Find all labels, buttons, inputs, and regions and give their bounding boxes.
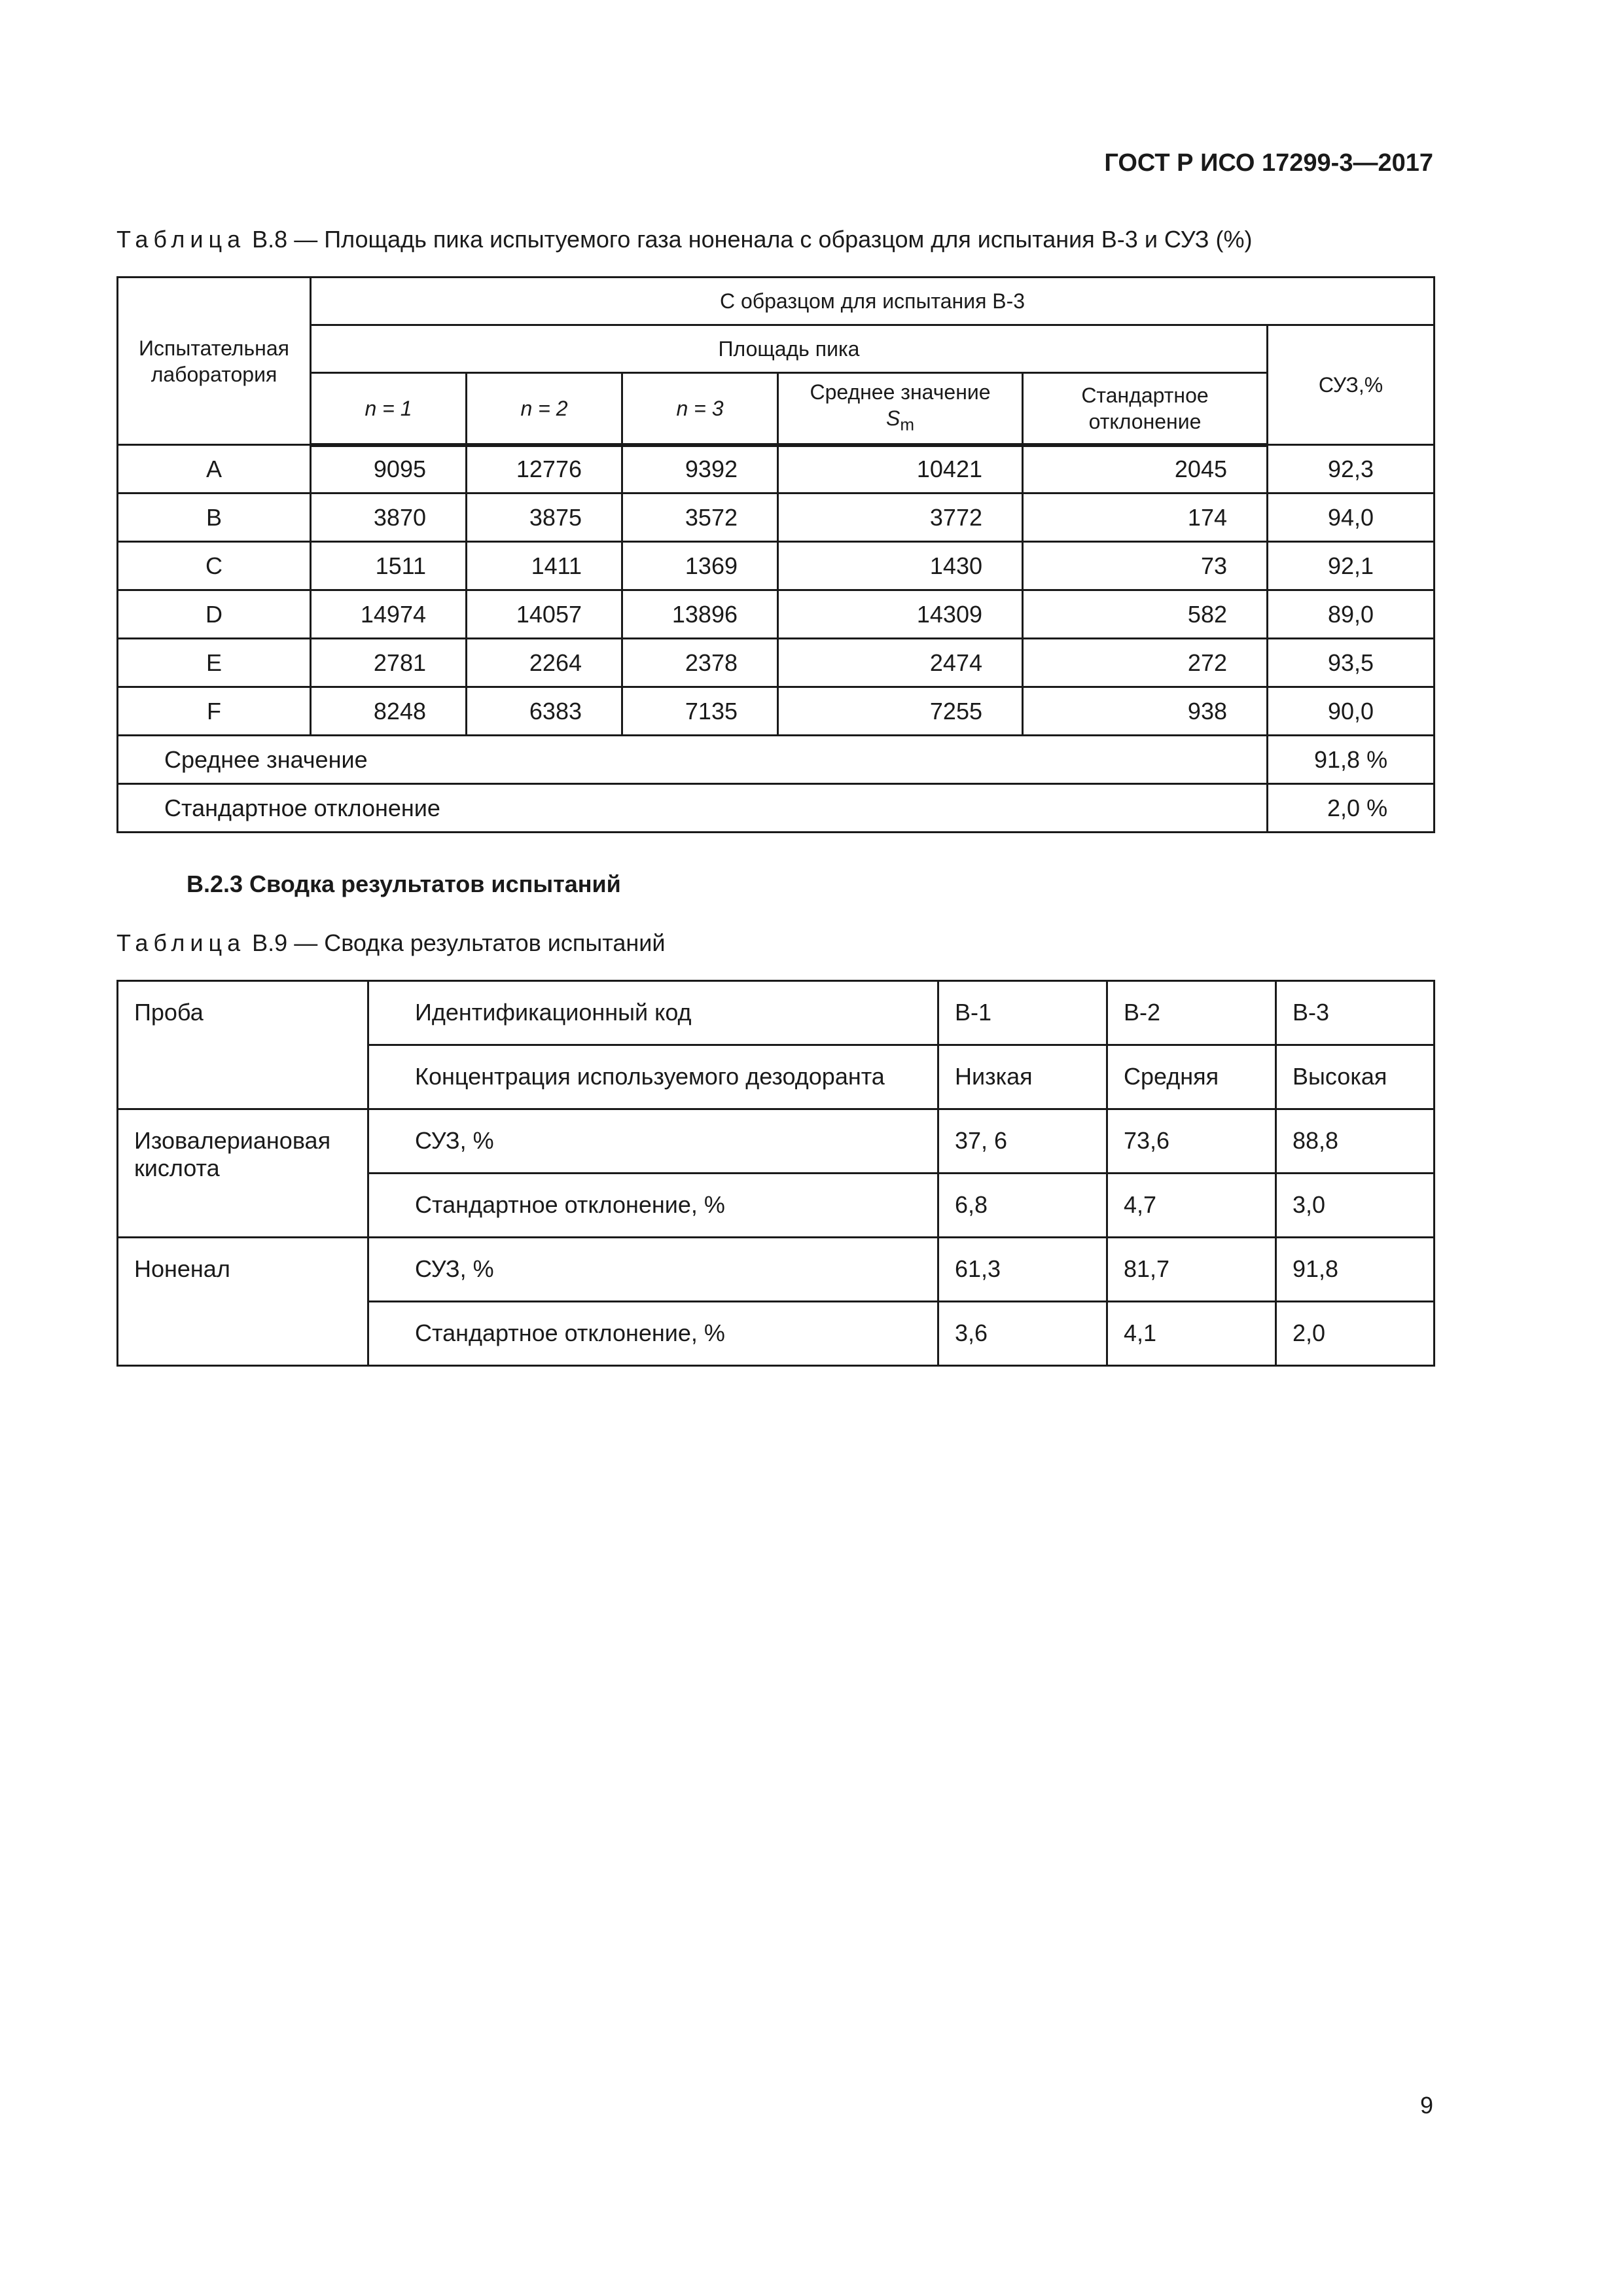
cell: 2,0 [1276, 1302, 1435, 1366]
probe-label: Проба [118, 981, 368, 1109]
cell-suz: 89,0 [1268, 590, 1435, 639]
cell: 37, 6 [938, 1109, 1107, 1174]
row-label: Стандартное отклонение, % [368, 1302, 938, 1366]
table-b8-caption-text: В.8 — Площадь пика испытуемого газа ноненала с образцом для испытания В-3 и СУЗ (%) [252, 226, 1253, 253]
cell-n2: 3875 [467, 493, 622, 542]
cell-lab: E [118, 639, 311, 687]
cell-n3: 3572 [622, 493, 778, 542]
cell-n3: 1369 [622, 542, 778, 590]
cell: 88,8 [1276, 1109, 1435, 1174]
cell-n1: 9095 [311, 445, 467, 493]
cell-n1: 2781 [311, 639, 467, 687]
cell-n1: 1511 [311, 542, 467, 590]
conc-b2: Средняя [1107, 1045, 1276, 1109]
cell-std: 2045 [1023, 445, 1268, 493]
table-b8-body [118, 445, 1435, 833]
cell: 3,0 [1276, 1174, 1435, 1238]
cell-n3: 7135 [622, 687, 778, 736]
page-number: 9 [1419, 2092, 1433, 2119]
cell-suz: 93,5 [1268, 639, 1435, 687]
summary-value: 91,8 % [1268, 736, 1435, 784]
cell-std: 938 [1023, 687, 1268, 736]
cell-suz: 94,0 [1268, 493, 1435, 542]
conc-b1: Низкая [938, 1045, 1107, 1109]
cell-n3: 13896 [622, 590, 778, 639]
cell-suz: 92,1 [1268, 542, 1435, 590]
cell-std: 582 [1023, 590, 1268, 639]
header-sample: С образцом для испытания В-3 [311, 278, 1435, 325]
summary-row [118, 736, 1435, 784]
summary-label: Среднее значение [118, 736, 1268, 784]
group-name: Изовалериановая кислота [118, 1109, 368, 1238]
cell: 6,8 [938, 1174, 1107, 1238]
table-row [118, 542, 1435, 590]
table-row [118, 493, 1435, 542]
table-b8-caption [116, 226, 1253, 253]
cell-n3: 2378 [622, 639, 778, 687]
table-b9 [116, 980, 1435, 1367]
row-label: СУЗ, % [368, 1238, 938, 1302]
cell-mean: 2474 [778, 639, 1023, 687]
cell: 81,7 [1107, 1238, 1276, 1302]
cell-lab: F [118, 687, 311, 736]
cell: 3,6 [938, 1302, 1107, 1366]
cell-n1: 8248 [311, 687, 467, 736]
cell-mean: 3772 [778, 493, 1023, 542]
cell-n2: 14057 [467, 590, 622, 639]
cell-n2: 6383 [467, 687, 622, 736]
cell-n1: 14974 [311, 590, 467, 639]
header-lab: Испытательная лаборатория [118, 278, 311, 445]
cell-lab: B [118, 493, 311, 542]
id-label: Идентификационный код [368, 981, 938, 1045]
header-peak-area: Площадь пика [311, 325, 1268, 373]
code-b3: В-3 [1276, 981, 1435, 1045]
cell-mean: 7255 [778, 687, 1023, 736]
cell-n2: 1411 [467, 542, 622, 590]
header-suz: СУЗ,% [1268, 325, 1435, 445]
cell-suz: 92,3 [1268, 445, 1435, 493]
cell-n2: 12776 [467, 445, 622, 493]
cell-n3: 9392 [622, 445, 778, 493]
header-mean: Среднее значение $S_m$ [778, 373, 1023, 445]
cell-std: 174 [1023, 493, 1268, 542]
row-label: СУЗ, % [368, 1109, 938, 1174]
table-b9-caption [116, 929, 665, 957]
conc-b3: Высокая [1276, 1045, 1435, 1109]
header-n2: n = 2 [467, 373, 622, 445]
section-heading: В.2.3 Сводка результатов испытаний [187, 870, 621, 897]
code-b1: В-1 [938, 981, 1107, 1045]
cell-mean: 14309 [778, 590, 1023, 639]
table-row [118, 639, 1435, 687]
cell: 4,7 [1107, 1174, 1276, 1238]
cell-mean: 10421 [778, 445, 1023, 493]
table-b8-caption-word: Таблица [116, 226, 246, 253]
cell-suz: 90,0 [1268, 687, 1435, 736]
cell-n2: 2264 [467, 639, 622, 687]
table-b8 [116, 276, 1435, 833]
cell: 4,1 [1107, 1302, 1276, 1366]
table-row [118, 445, 1435, 493]
row-label: Стандартное отклонение, % [368, 1174, 938, 1238]
document-code: ГОСТ Р ИСО 17299-3—2017 [1104, 149, 1433, 177]
code-b2: В-2 [1107, 981, 1276, 1045]
cell-n1: 3870 [311, 493, 467, 542]
header-std: Стандартное отклонение [1023, 373, 1268, 445]
cell: 73,6 [1107, 1109, 1276, 1174]
summary-row [118, 784, 1435, 833]
cell: 61,3 [938, 1238, 1107, 1302]
table-row [118, 590, 1435, 639]
header-n1: n = 1 [311, 373, 467, 445]
cell-lab: D [118, 590, 311, 639]
summary-label: Стандартное отклонение [118, 784, 1268, 833]
mean-subscript: m [900, 414, 914, 435]
summary-value: 2,0 % [1268, 784, 1435, 833]
table-b9-caption-word: Таблица [116, 929, 246, 956]
cell-lab: C [118, 542, 311, 590]
table-row [118, 687, 1435, 736]
cell: 91,8 [1276, 1238, 1435, 1302]
table-b9-caption-text: В.9 — Сводка результатов испытаний [252, 929, 666, 956]
cell-mean: 1430 [778, 542, 1023, 590]
cell-std: 272 [1023, 639, 1268, 687]
mean-symbol: S [885, 406, 901, 431]
cell-std: 73 [1023, 542, 1268, 590]
cell-lab: A [118, 445, 311, 493]
conc-label: Концентрация используемого дезодоранта [368, 1045, 938, 1109]
header-n3: n = 3 [622, 373, 778, 445]
group-name: Ноненал [118, 1238, 368, 1366]
